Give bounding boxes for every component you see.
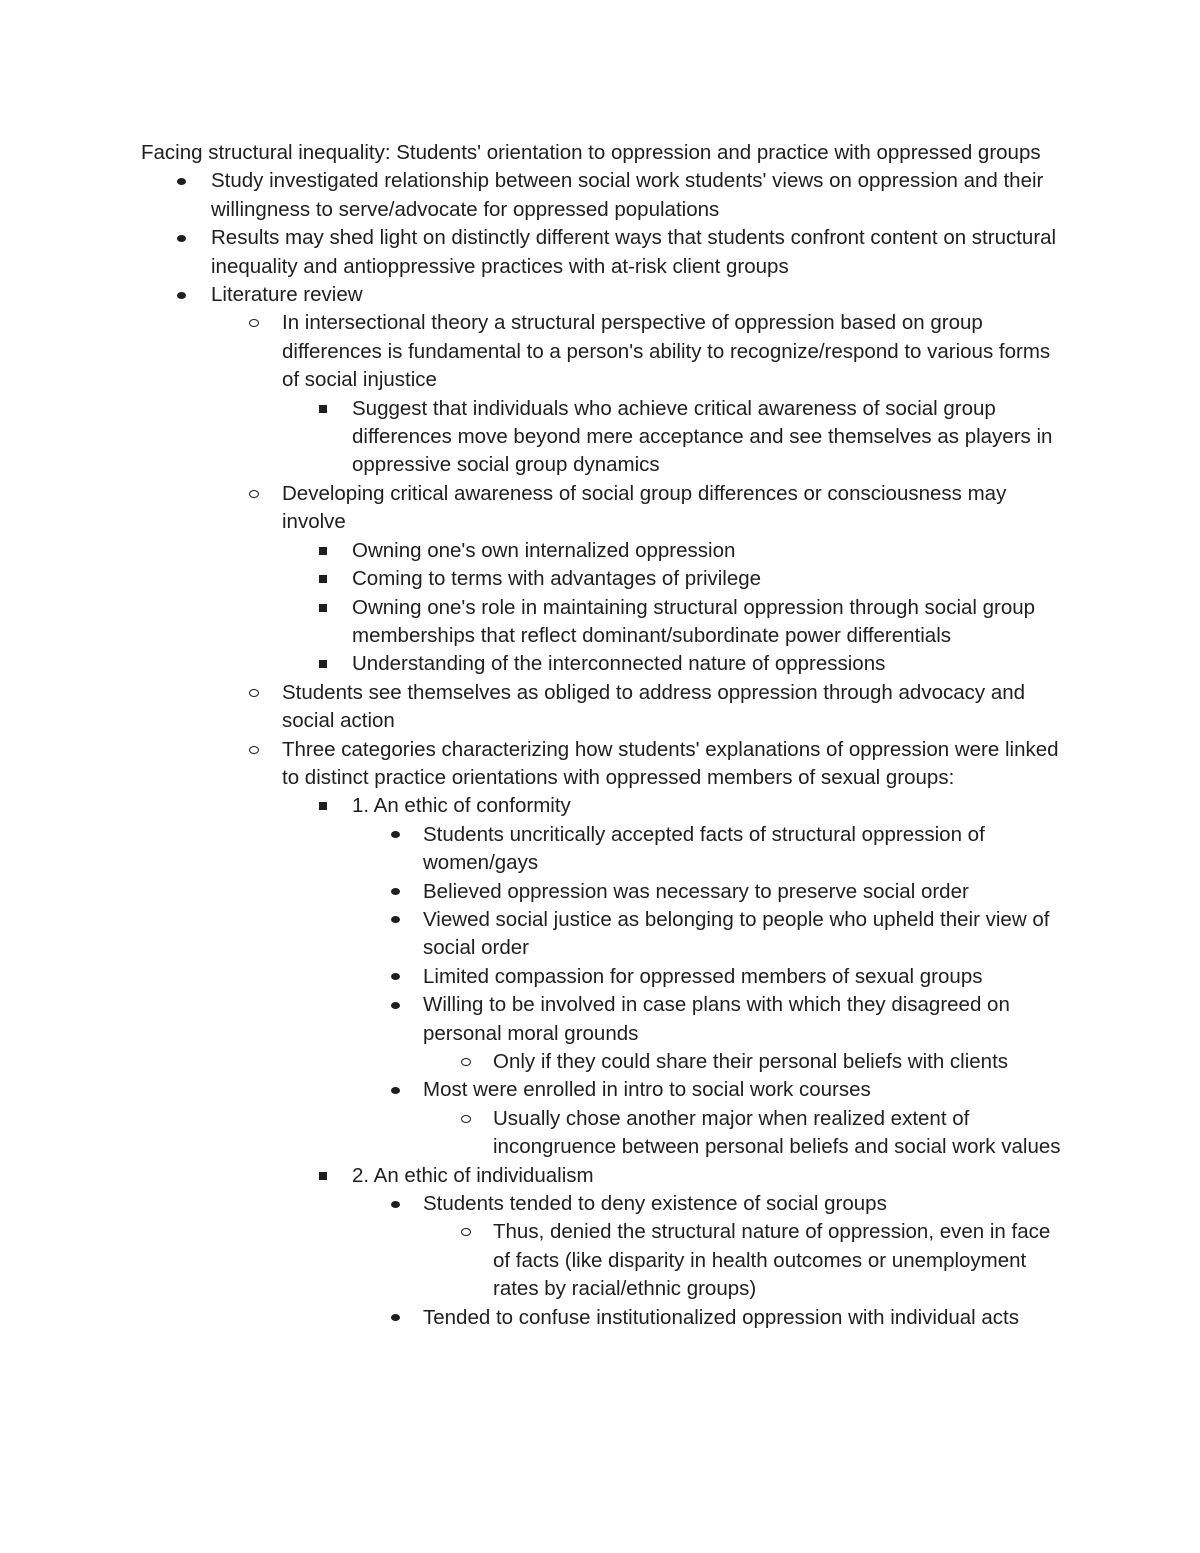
list-item-text: Understanding of the interconnected nature of oppressions bbox=[352, 652, 886, 676]
bullet-square-icon bbox=[313, 792, 333, 820]
list-item-text: Students see themselves as obliged to address oppression through advocacy and social action bbox=[282, 680, 1026, 733]
list-item bbox=[141, 1105, 1071, 1162]
list-item-text: Believed oppression was necessary to preserve social order bbox=[423, 879, 969, 903]
list-item-text: Owning one's own internalized oppression bbox=[352, 538, 736, 562]
bullet-ring-icon bbox=[244, 309, 264, 337]
bullet-square-icon bbox=[313, 565, 333, 593]
list-item bbox=[141, 878, 1071, 906]
list-item bbox=[141, 650, 1071, 678]
list-item-text: Results may shed light on distinctly different ways that students confront content on structural inequality and antioppressive practices with at-risk client groups bbox=[211, 226, 1057, 278]
list-item bbox=[141, 792, 1071, 820]
list-item bbox=[141, 736, 1071, 793]
list-item bbox=[141, 167, 1071, 224]
document-body bbox=[141, 139, 1071, 1332]
bullet-dot-icon bbox=[385, 963, 405, 991]
bullet-dot-icon bbox=[385, 1190, 405, 1218]
list-item bbox=[141, 480, 1071, 537]
list-item-text: Limited compassion for oppressed members of sexual groups bbox=[423, 964, 983, 988]
list-item bbox=[141, 309, 1071, 394]
list-item bbox=[141, 1076, 1071, 1104]
bullet-dot-icon bbox=[171, 224, 191, 252]
outline-list bbox=[141, 167, 1071, 1332]
list-item-text: 1. An ethic of conformity bbox=[352, 794, 571, 818]
bullet-ring-icon bbox=[244, 679, 264, 707]
list-item-text: Usually chose another major when realized extent of incongruence between personal beliefs and social work values bbox=[493, 1106, 1061, 1159]
list-item bbox=[141, 395, 1071, 480]
bullet-square-icon bbox=[313, 650, 333, 678]
list-item-text: Only if they could share their personal beliefs with clients bbox=[493, 1050, 1009, 1073]
bullet-ring-icon bbox=[456, 1218, 476, 1246]
bullet-dot-icon bbox=[385, 906, 405, 934]
list-item-text: Most were enrolled in intro to social work courses bbox=[423, 1078, 871, 1102]
bullet-square-icon bbox=[313, 1162, 333, 1190]
list-item bbox=[141, 565, 1071, 593]
document-title: Facing structural inequality: Students' orientation to oppression and practice with oppressed groups bbox=[141, 141, 1041, 164]
list-item-text: Suggest that individuals who achieve critical awareness of social group differences move beyond mere acceptance and see themselves as players in oppressive social group dynamics bbox=[352, 396, 1053, 477]
list-item-text: Literature review bbox=[211, 283, 363, 307]
list-item bbox=[141, 1162, 1071, 1190]
bullet-ring-icon bbox=[244, 736, 264, 764]
bullet-dot-icon bbox=[385, 991, 405, 1019]
bullet-dot-icon bbox=[385, 878, 405, 906]
bullet-square-icon bbox=[313, 594, 333, 622]
list-item bbox=[141, 1048, 1071, 1076]
list-item-text: Owning one's role in maintaining structural oppression through social group memberships that reflect dominant/subordinate power differentials bbox=[352, 595, 1036, 647]
list-item-text: Viewed social justice as belonging to people who upheld their view of social order bbox=[423, 907, 1050, 960]
list-item bbox=[141, 224, 1071, 281]
list-item-text: Tended to confuse institutionalized oppression with individual acts bbox=[423, 1305, 1020, 1329]
list-item-text: Coming to terms with advantages of privilege bbox=[352, 567, 762, 591]
list-item bbox=[141, 1304, 1071, 1332]
list-item-text: In intersectional theory a structural perspective of oppression based on group differences is fundamental to a person's ability to recognize/respond to various forms of social injustice bbox=[282, 311, 1051, 392]
list-item bbox=[141, 594, 1071, 651]
list-item bbox=[141, 281, 1071, 309]
bullet-dot-icon bbox=[171, 281, 191, 309]
list-item-text: Students uncritically accepted facts of structural oppression of women/gays bbox=[423, 822, 985, 875]
list-item bbox=[141, 1218, 1071, 1303]
list-item-text: Developing critical awareness of social group differences or consciousness may involve bbox=[282, 481, 1007, 534]
list-item bbox=[141, 821, 1071, 878]
list-item-text: Thus, denied the structural nature of oppression, even in face of facts (like disparity in health outcomes or unemployment rates by racial/ethnic groups) bbox=[493, 1220, 1051, 1301]
list-item-text: 2. An ethic of individualism bbox=[352, 1163, 594, 1187]
bullet-ring-icon bbox=[456, 1105, 476, 1133]
list-item bbox=[141, 991, 1071, 1048]
bullet-square-icon bbox=[313, 395, 333, 423]
list-item bbox=[141, 679, 1071, 736]
list-item bbox=[141, 906, 1071, 963]
list-item-text: Willing to be involved in case plans with which they disagreed on personal moral grounds bbox=[423, 993, 1010, 1045]
list-item-text: Study investigated relationship between social work students' views on oppression and their willingness to serve/advocate for oppressed populations bbox=[211, 169, 1044, 221]
list-item bbox=[141, 1190, 1071, 1218]
bullet-ring-icon bbox=[456, 1048, 476, 1076]
list-item-text: Students tended to deny existence of social groups bbox=[423, 1192, 887, 1216]
bullet-ring-icon bbox=[244, 480, 264, 508]
bullet-square-icon bbox=[313, 537, 333, 565]
bullet-dot-icon bbox=[171, 167, 191, 195]
list-item bbox=[141, 537, 1071, 565]
list-item-text: Three categories characterizing how students' explanations of oppression were linked to distinct practice orientations with oppressed members of sexual groups: bbox=[282, 737, 1059, 789]
bullet-dot-icon bbox=[385, 1076, 405, 1104]
bullet-dot-icon bbox=[385, 821, 405, 849]
list-item bbox=[141, 963, 1071, 991]
bullet-dot-icon bbox=[385, 1304, 405, 1332]
